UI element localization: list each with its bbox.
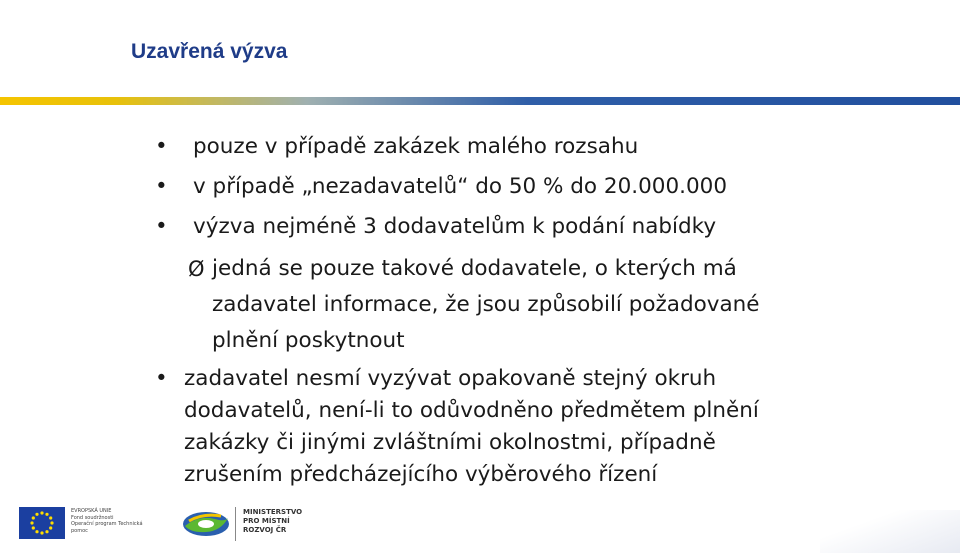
bullet-text-line: zadavatel nesmí vyzývat opakovaně stejný okruh <box>184 366 717 391</box>
sub-item-line: jedná se pouze takové dodavatele, o kterých má <box>212 256 737 281</box>
ministry-logo-line: ROZVOJ ČR <box>243 526 287 534</box>
bullet-text-line: zrušením předcházejícího výběrového řízení <box>184 462 658 487</box>
slide-header <box>0 0 960 97</box>
footer-corner-shade <box>820 510 960 553</box>
ministry-logo-icon <box>181 507 231 541</box>
arrow-marker: Ø <box>188 257 205 281</box>
eu-stars-icon <box>19 507 65 539</box>
slide-title: Uzavřená výzva <box>131 40 288 63</box>
ministry-logo-divider <box>235 507 236 541</box>
ministry-logo-text <box>243 508 302 535</box>
eu-logo-line: EVROPSKÁ UNIE <box>71 508 112 514</box>
header-divider-stripe <box>0 97 960 105</box>
bullet-marker: • <box>155 366 168 391</box>
bullet-marker: • <box>155 134 168 159</box>
eu-logo-text <box>71 508 151 534</box>
bullet-text-line: zakázky či jinými zvláštními okolnostmi, případně <box>184 430 716 455</box>
bullet-text: v případě „nezadavatelů“ do 50 % do 20.000.000 <box>193 174 728 199</box>
ministry-logo-line: MINISTERSTVO <box>243 508 303 516</box>
bullet-text: výzva nejméně 3 dodavatelům k podání nabídky <box>193 214 717 239</box>
bullet-marker: • <box>155 174 168 199</box>
sub-item-line: plnění poskytnout <box>212 328 405 353</box>
bullet-text: pouze v případě zakázek malého rozsahu <box>193 134 639 159</box>
eu-logo-line: Operační program Technická pomoc <box>71 521 143 534</box>
bullet-text-line: dodavatelů, není-li to odůvodněno předmětem plnění <box>184 398 759 423</box>
eu-logo-line: Fond soudržnosti <box>71 514 114 521</box>
sub-item-line: zadavatel informace, že jsou způsobilí požadované <box>212 292 760 317</box>
bullet-marker: • <box>155 214 168 239</box>
eu-flag-icon <box>19 507 65 539</box>
ministry-logo-line: PRO MÍSTNÍ <box>243 517 290 525</box>
